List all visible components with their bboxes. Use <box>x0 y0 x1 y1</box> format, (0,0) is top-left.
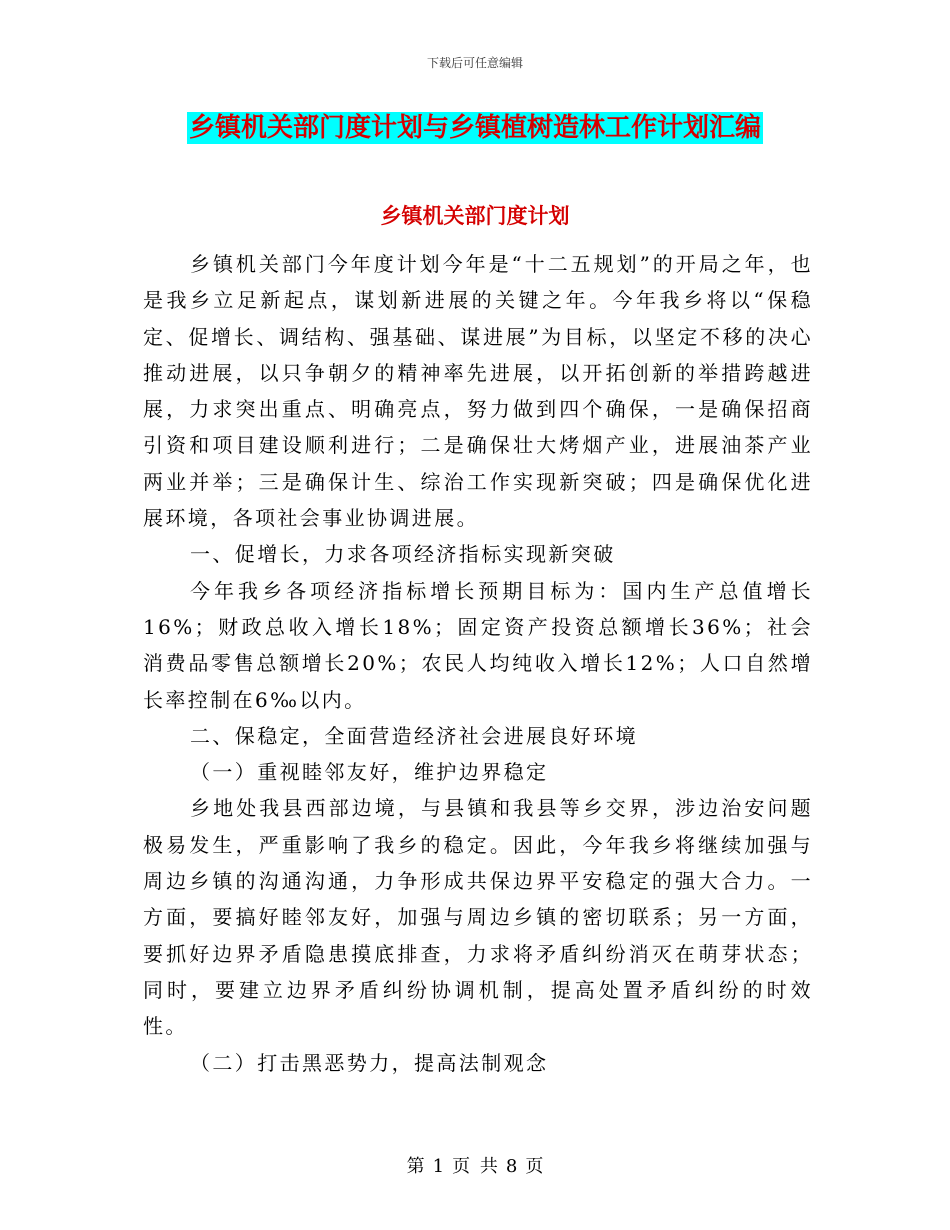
footer-page-number: 1 <box>432 1156 445 1177</box>
document-body <box>143 246 813 1081</box>
paragraph-economic-targets: 今年我乡各项经济指标增长预期目标为：国内生产总值增长16%；财政总收入增长18%；固定资产投资总额增长36%；社会消费品零售总额增长20%；农民人均纯收入增长12%；人口自然增长率控制在6‰以内。 <box>143 578 813 712</box>
subheading-neighbor-relations: （一）重视睦邻友好，维护边界稳定 <box>190 760 549 785</box>
footer-mid: 页 共 <box>452 1156 498 1177</box>
subheading-crack-down-crime: （二）打击黑恶势力，提高法制观念 <box>190 1050 549 1075</box>
main-title: 乡镇机关部门度计划与乡镇植树造林工作计划汇编 <box>188 113 761 143</box>
section-title: 乡镇机关部门度计划 <box>380 204 570 228</box>
main-title-container <box>0 112 950 144</box>
heading-promote-growth: 一、促增长，力求各项经济指标实现新突破 <box>190 542 616 567</box>
footer-suffix: 页 <box>525 1156 544 1177</box>
footer-page-total: 8 <box>505 1156 518 1177</box>
paragraph-intro: 乡镇机关部门今年度计划今年是“十二五规划”的开局之年，也是我乡立足新起点，谋划新进展的关键之年。今年我乡将以“保稳定、促增长、调结构、强基础、谋进展”为目标，以坚定不移的决心推动进展，以只争朝夕的精神率先进展，以开拓创新的举措跨越进展，力求突出重点、明确亮点，努力做到四个确保，一是确保招商引资和项目建设顺利进行；二是确保壮大烤烟产业，进展油茶产业两业并举；三是确保计生、综治工作实现新突破；四是确保优化进展环境，各项社会事业协调进展。 <box>143 252 813 531</box>
heading-ensure-stability: 二、保稳定，全面营造经济社会进展良好环境 <box>190 723 638 748</box>
header-note: 下载后可任意编辑 <box>426 56 523 70</box>
page-footer <box>0 1152 950 1178</box>
paragraph-border-stability: 乡地处我县西部边境，与县镇和我县等乡交界，涉边治安问题极易发生，严重影响了我乡的稳定。因此，今年我乡将继续加强与周边乡镇的沟通沟通，力争形成共保边界平安稳定的强大合力。一方面，要搞好睦邻友好，加强与周边乡镇的密切联系；另一方面，要抓好边界矛盾隐患摸底排查，力求将矛盾纠纷消灭在萌芽状态；同时，要建立边界矛盾纠纷协调机制，提高处置矛盾纠纷的时效性。 <box>143 796 813 1039</box>
footer-prefix: 第 <box>406 1156 425 1177</box>
